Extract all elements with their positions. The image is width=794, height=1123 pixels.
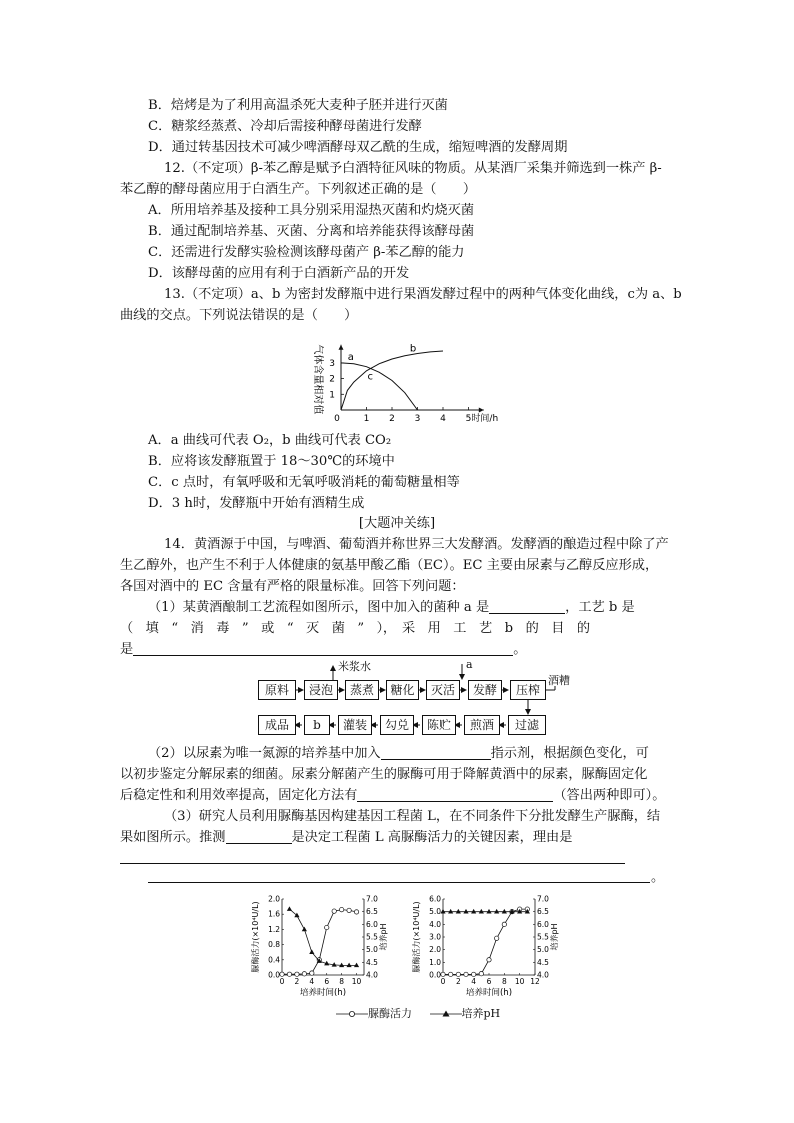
gas-content-chart <box>305 326 535 428</box>
ph-point <box>456 909 461 914</box>
legend-ph-marker <box>430 1009 462 1019</box>
flow-step-soaking: 浸泡 <box>304 680 338 700</box>
flow-label-strain-a: a <box>466 658 473 671</box>
q14-part2-text-d: 后稳定性和利用效率提高，固定化方法有 <box>120 788 358 803</box>
answer-line-reason-2[interactable] <box>148 882 650 883</box>
flow-step-inactivation: 灭活 <box>426 680 460 700</box>
activity-point <box>295 972 299 976</box>
q12-option-c: C．还需进行发酵实验检测该酵母菌产 β-苯乙醇的能力 <box>148 245 465 260</box>
q13-stem-line2: 曲线的交点。下列说法错误的是（ ） <box>120 308 358 323</box>
activity-point <box>471 972 475 976</box>
flow-step-decocting: 煎酒 <box>464 715 500 735</box>
activity-point <box>347 908 351 912</box>
y2-tick-label: 6.0 <box>537 919 549 929</box>
x-tick-label: 6 <box>486 977 492 986</box>
x-tick-label: 3 <box>414 414 421 424</box>
ph-point <box>479 909 484 914</box>
answer-line-reason-1[interactable] <box>120 863 625 864</box>
y-tick-label: 2 <box>329 374 335 385</box>
y2-tick-label: 4.5 <box>366 957 378 967</box>
q13-option-b: B．应将该发酵瓶置于 18～30℃的环境中 <box>148 454 395 469</box>
q11-option-b: B．焙烤是为了利用高温杀死大麦种子胚并进行灭菌 <box>148 98 448 113</box>
y-tick-label: 0.4 <box>268 955 280 965</box>
ph-point <box>494 909 499 914</box>
q14-part1-line3 <box>120 640 526 660</box>
flow-step-raw-material: 原料 <box>258 680 296 700</box>
flow-step-blending: 勾兑 <box>380 715 414 735</box>
ph-point <box>471 909 476 914</box>
q13-option-a: A．a 曲线可代表 O₂，b 曲线可代表 CO₂ <box>148 433 392 448</box>
q12-stem-line2: 苯乙醇的酵母菌应用于白酒生产。下列叙述正确的是（ ） <box>120 182 477 197</box>
x-tick-label: 2 <box>455 977 461 986</box>
x-tick-label: 5 <box>465 414 472 424</box>
y2-tick-label: 4.0 <box>366 970 378 980</box>
y-axis-label: 脲酶活力(×10⁴U/L) <box>412 901 421 973</box>
flow-step-steaming: 蒸煮 <box>345 680 379 700</box>
y-axis-label: 脲酶活力(×10⁴U/L) <box>251 901 260 973</box>
q14-part1-end: 。 <box>513 642 527 657</box>
q12-option-b: B．通过配制培养基、灭菌、分离和培养能获得该酵母菌 <box>148 224 475 239</box>
activity-point <box>464 972 468 976</box>
y2-tick-label: 5.5 <box>366 932 378 942</box>
x-tick-label: 4 <box>471 977 477 986</box>
ph-point <box>287 906 292 911</box>
y-tick-label: 5.0 <box>429 907 441 917</box>
legend-ph-label: 培养pH <box>461 1007 501 1020</box>
y2-tick-label: 5.0 <box>366 945 378 955</box>
q14-part1-line1 <box>148 598 635 618</box>
q13-option-d: D．3 h时，发酵瓶中开始有酒精生成 <box>148 496 365 511</box>
x-tick-label: 2 <box>294 977 300 986</box>
ph-line <box>290 909 357 965</box>
y2-tick-label: 4.5 <box>537 957 549 967</box>
section-title: [大题冲关练] <box>358 516 436 531</box>
x-axis-arrow <box>479 408 484 413</box>
q14-part2-text-e: （答出两种即可）。 <box>553 788 666 803</box>
flow-step-filling: 灌装 <box>338 715 372 735</box>
activity-point <box>287 972 291 976</box>
q14-intro-line1: 14．黄酒源于中国，与啤酒、葡萄酒并称世界三大发酵酒。发酵酒的酿造过程中除了产 <box>164 537 669 552</box>
y-tick-label: 2.0 <box>268 895 280 904</box>
ph-point <box>440 909 445 914</box>
ph-point <box>486 909 491 914</box>
y2-tick-label: 6.0 <box>366 919 378 929</box>
y-tick-label: 3.0 <box>429 932 441 942</box>
y2-tick-label: 7.0 <box>366 895 378 904</box>
y2-tick-label: 7.0 <box>537 895 549 904</box>
ph-point <box>463 909 468 914</box>
y-tick-label: 4.0 <box>429 919 441 929</box>
curve-a <box>341 363 418 410</box>
x-tick-label: 4 <box>309 977 315 986</box>
q13-option-c: C．c 点时，有氧呼吸和无氧呼吸消耗的葡萄糖量相等 <box>148 475 460 490</box>
y-axis-label: 气体含量相对值 <box>312 344 323 415</box>
x-tick-label: 8 <box>339 977 345 986</box>
q14-intro-line2: 生乙醇外，也产生不利于人体健康的氨基甲酸乙酯（EC）。EC 主要由尿素与乙醇反应形成， <box>120 558 659 573</box>
y-tick-label: 0.0 <box>268 970 280 980</box>
y-axis-arrow <box>339 345 344 350</box>
answer-blank-strain-a[interactable] <box>489 599 565 614</box>
x-tick-label: 2 <box>389 414 395 424</box>
intersection-label-c: c <box>367 371 374 383</box>
q14-part2-line3 <box>120 786 665 806</box>
flow-label-lees: 酒糟 <box>548 674 570 687</box>
x-tick-label: 0 <box>334 414 340 424</box>
curve-label-a: a <box>347 351 354 363</box>
x-tick-label: 10 <box>514 977 525 986</box>
q14-part1-text-b: ，工艺 b 是 <box>565 600 635 615</box>
x-tick-label: 0 <box>440 977 446 986</box>
y-tick-label: 1.6 <box>268 909 280 919</box>
ph-point <box>309 949 314 954</box>
activity-point <box>456 972 460 976</box>
ph-point <box>346 963 351 968</box>
q11-option-c: C．糖浆经蒸煮、冷却后需接种酵母菌进行发酵 <box>148 119 422 134</box>
y-tick-label: 6.0 <box>429 895 441 904</box>
y-tick-label: 2.0 <box>429 945 441 955</box>
y-tick-label: 0.0 <box>429 970 441 980</box>
legend-activity-label: 脲酶活力 <box>368 1007 412 1020</box>
activity-point <box>280 972 284 976</box>
activity-point <box>339 907 343 911</box>
x-axis-label: 培养时间(h) <box>465 988 513 998</box>
q14-part2-line2: 以初步鉴定分解尿素的细菌。尿素分解菌产生的脲酶可用于降解黄酒中的尿素，脲酶固定化 <box>120 767 648 782</box>
y-tick-label: 1.2 <box>268 924 280 934</box>
y-tick-label: 0.8 <box>268 940 280 950</box>
flow-step-filtering: 过滤 <box>508 715 546 735</box>
q14-intro-line3: 各国对酒中的 EC 含量有严格的限量标准。回答下列问题： <box>120 579 465 594</box>
x-axis-label: 时间/h <box>471 414 499 424</box>
flow-step-fermentation: 发酵 <box>468 680 502 700</box>
activity-point <box>325 925 329 929</box>
y-tick-label: 3 <box>329 358 335 369</box>
x-tick-label: 6 <box>324 977 330 986</box>
x-tick-label: 8 <box>501 977 507 986</box>
ph-point <box>448 909 453 914</box>
activity-point <box>448 972 452 976</box>
answer-blank-process-purpose[interactable] <box>133 641 513 656</box>
x-tick-label: 0 <box>279 977 285 986</box>
flow-step-b: b <box>304 715 330 735</box>
flow-step-pressing: 压榨 <box>510 680 546 700</box>
q12-stem-line1: 12.（不定项）β-苯乙醇是赋予白酒特征风味的物质。从某酒厂采集并筛选到一株产 β- <box>164 161 662 176</box>
activity-point <box>441 972 445 976</box>
brewing-flow-diagram <box>250 660 580 740</box>
ph-point <box>502 909 507 914</box>
chart-legend <box>336 1006 500 1022</box>
q12-option-d: D．该酵母菌的应用有利于白酒新产品的开发 <box>148 266 410 281</box>
flow-step-finished-product: 成品 <box>258 715 296 735</box>
activity-point <box>487 958 491 962</box>
ph-point <box>294 913 299 918</box>
activity-line <box>443 909 527 974</box>
activity-point <box>502 922 506 926</box>
q14-part2-line1 <box>148 744 649 764</box>
y2-axis-label: 培养pH <box>550 923 559 951</box>
curve-label-b: b <box>409 343 417 355</box>
answer-blank-key-factor[interactable] <box>226 829 292 844</box>
activity-line <box>282 910 357 975</box>
y2-tick-label: 5.5 <box>537 932 549 942</box>
q13-stem-line1: 13.（不定项）a、b 为密封发酵瓶中进行果酒发酵过程中的两种气体变化曲线，c为 a、b <box>164 287 682 302</box>
x-tick-label: 1 <box>363 414 370 424</box>
q14-part2-text-a: （2）以尿素为唯一氮源的培养基中加入 <box>148 746 381 761</box>
y-tick-label: 1.0 <box>429 957 441 967</box>
activity-point <box>494 936 498 940</box>
q14-part1-line2: （ 填 “ 消 毒 ” 或 “ 灭 菌 ” ）， 采 用 工 艺 b 的 目 的 <box>120 621 590 636</box>
flow-step-saccharification: 糖化 <box>386 680 419 700</box>
q14-part3-line2 <box>120 828 572 848</box>
x-axis-label: 培养时间(h) <box>299 988 347 998</box>
q14-part1-text-a: （1）某黄酒酿制工艺流程如图所示，图中加入的菌种 a 是 <box>148 600 490 615</box>
y2-tick-label: 6.5 <box>537 907 549 917</box>
ph-point <box>302 927 307 932</box>
q12-option-a: A．所用培养基及接种工具分别采用湿热灭菌和灼烧灭菌 <box>148 203 475 218</box>
activity-point <box>302 972 306 976</box>
ph-point <box>339 963 344 968</box>
flow-label-rice-water: 米浆水 <box>338 660 371 673</box>
y2-tick-label: 6.5 <box>366 907 378 917</box>
urease-chart-right <box>409 895 569 1005</box>
legend-activity-marker <box>336 1009 368 1019</box>
q11-option-d: D．通过转基因技术可减少啤酒酵母双乙酰的生成，缩短啤酒的发酵周期 <box>148 140 568 155</box>
q14-part1-text-d: 是 <box>120 642 134 657</box>
q14-part3-text-c: 是决定工程菌 L 高脲酶活力的关键因素，理由是 <box>291 830 573 845</box>
q14-part3-end: 。 <box>651 870 665 885</box>
y2-tick-label: 4.0 <box>537 970 549 980</box>
flow-step-aging: 陈贮 <box>422 715 456 735</box>
x-tick-label: 4 <box>440 414 446 424</box>
x-tick-label: 10 <box>351 977 362 986</box>
q14-part3-text-b: 果如图所示。推测 <box>120 830 226 845</box>
activity-point <box>354 910 358 914</box>
urease-chart-left <box>248 895 398 1005</box>
y2-tick-label: 5.0 <box>537 945 549 955</box>
answer-blank-immobilization[interactable] <box>357 787 553 802</box>
q14-part3-line1: （3）研究人员利用脲酶基因构建基因工程菌 L，在不同条件下分批发酵生产脲酶，结 <box>164 809 661 824</box>
activity-point <box>310 971 314 975</box>
answer-blank-indicator[interactable] <box>381 745 491 760</box>
activity-point <box>332 909 336 913</box>
ph-point <box>354 963 359 968</box>
y-tick-label: 1 <box>329 390 335 401</box>
q14-part2-text-b: 指示剂，根据颜色变化，可 <box>490 746 649 761</box>
x-tick-label: 12 <box>530 977 540 986</box>
y2-axis-label: 培养pH <box>379 923 388 951</box>
activity-point <box>479 972 483 976</box>
